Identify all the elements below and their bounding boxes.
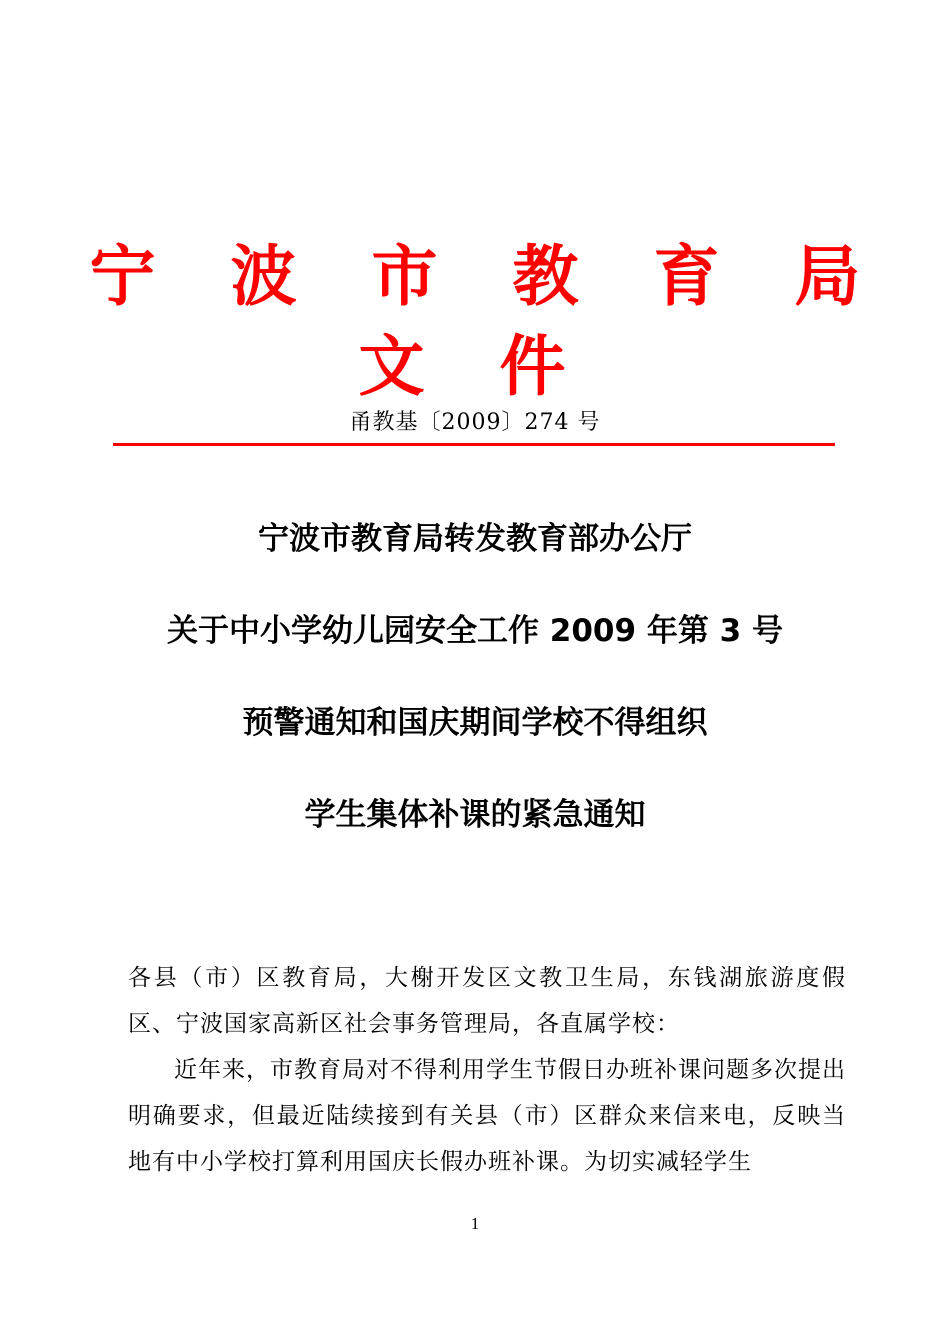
document-body	[128, 955, 846, 1185]
body-paragraph-1: 近年来，市教育局对不得利用学生节假日办班补课问题多次提出明确要求，但最近陆续接到有关县（市）区群众来信来电，反映当地有中小学校打算利用国庆长假办班补课。为切实减轻学生	[128, 1057, 846, 1175]
subject-line-1: 宁波市教育局转发教育部办公厅	[258, 521, 692, 557]
document-subject	[0, 515, 950, 883]
addressees-paragraph: 各县（市）区教育局，大榭开发区文教卫生局，东钱湖旅游度假区、宁波国家高新区社会事务管理局，各直属学校：	[128, 965, 846, 1037]
issuer-title: 宁 波 市 教 育 局 文 件	[89, 238, 887, 405]
page-number: 1	[470, 1214, 480, 1233]
document-number: 甬教基〔2009〕274 号	[349, 410, 601, 435]
red-separator-line	[113, 443, 835, 446]
subject-line-4: 学生集体补课的紧急通知	[304, 797, 646, 833]
subject-line-2: 关于中小学幼儿园安全工作 2009 年第 3 号	[166, 613, 784, 649]
subject-line-3: 预警通知和国庆期间学校不得组织	[242, 705, 708, 741]
